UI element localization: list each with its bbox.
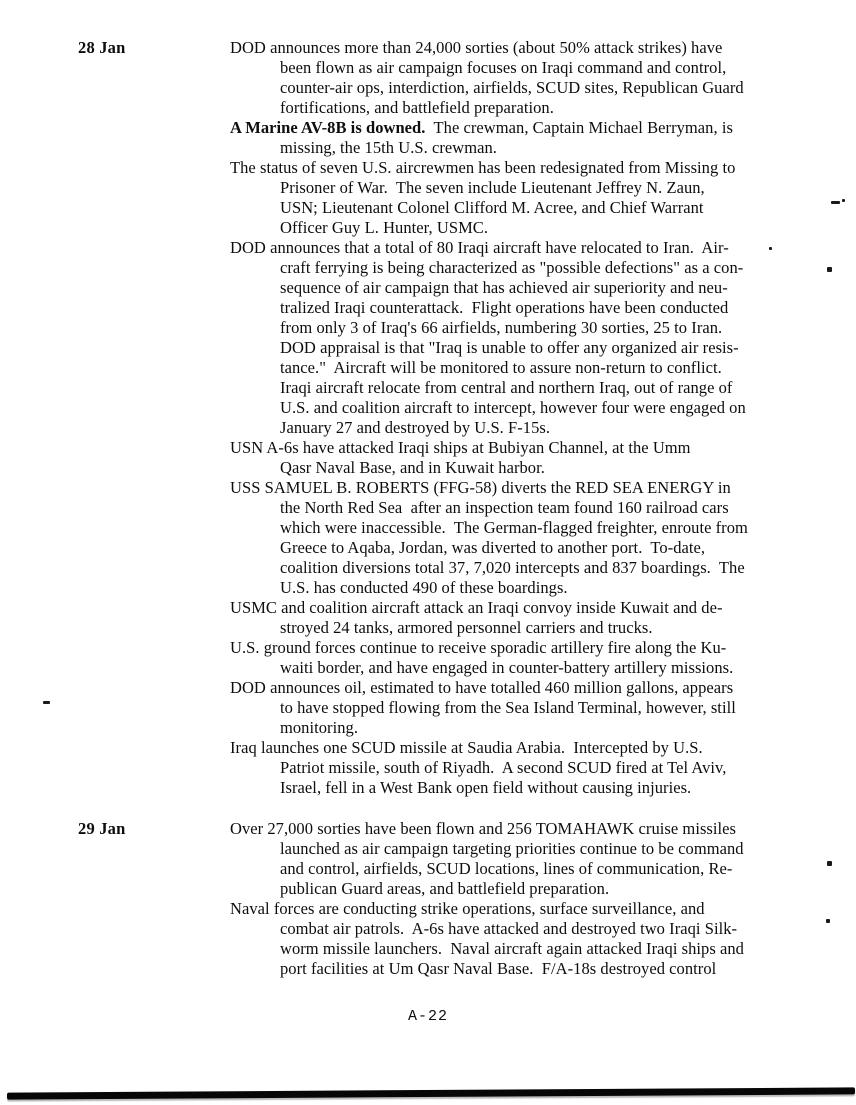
entry-body xyxy=(230,819,810,979)
scan-speck xyxy=(827,267,832,272)
text-line: and control, airfields, SCUD locations, lines of communication, Re- xyxy=(280,859,733,878)
entry-date: 29 Jan xyxy=(78,819,126,838)
text-line: Israel, fell in a West Bank open field without causing injuries. xyxy=(280,778,692,797)
paragraph xyxy=(230,598,810,638)
text-line: counter-air ops, interdiction, airfields, SCUD sites, Republican Guard xyxy=(280,78,744,97)
paragraph xyxy=(230,819,810,899)
text-line: combat air patrols. A-6s have attacked and destroyed two Iraqi Silk- xyxy=(280,919,738,938)
text-line: USN; Lieutenant Colonel Clifford M. Acree, and Chief Warrant xyxy=(280,198,704,217)
scan-edge-bar xyxy=(7,1087,855,1099)
text-line: USS SAMUEL B. ROBERTS (FFG-58) diverts the RED SEA ENERGY in xyxy=(230,478,731,497)
text-line: to have stopped flowing from the Sea Island Terminal, however, still xyxy=(280,698,736,717)
text-line: U.S. has conducted 490 of these boardings. xyxy=(280,578,568,597)
paragraph xyxy=(230,678,810,738)
text-line: tralized Iraqi counterattack. Flight operations have been conducted xyxy=(280,298,729,317)
text-line: U.S. ground forces continue to receive sporadic artillery fire along the Ku- xyxy=(230,638,727,657)
text-line: DOD announces more than 24,000 sorties (about 50% attack strikes) have xyxy=(230,38,723,57)
scan-speck xyxy=(831,201,840,204)
text-line: A Marine AV-8B is downed. The crewman, Captain Michael Berryman, is xyxy=(230,118,733,137)
paragraph xyxy=(230,38,810,118)
paragraph xyxy=(230,899,810,979)
text-line: publican Guard areas, and battlefield preparation. xyxy=(280,879,610,898)
text-line: Officer Guy L. Hunter, USMC. xyxy=(280,218,489,237)
paragraph xyxy=(230,638,810,678)
paragraph xyxy=(230,238,810,438)
text-line: Qasr Naval Base, and in Kuwait harbor. xyxy=(280,458,545,477)
text-line: launched as air campaign targeting priorities continue to be command xyxy=(280,839,744,858)
text-line: January 27 and destroyed by U.S. F-15s. xyxy=(280,418,551,437)
chronology-entry xyxy=(0,819,856,979)
text-line: Over 27,000 sorties have been flown and 256 TOMAHAWK cruise missiles xyxy=(230,819,737,838)
paragraph xyxy=(230,438,810,478)
text-line: Iraqi aircraft relocate from central and northern Iraq, out of range of xyxy=(280,378,733,397)
text-line: tance." Aircraft will be monitored to assure non-return to conflict. xyxy=(280,358,722,377)
paragraph xyxy=(230,738,810,798)
chronology-entries xyxy=(0,38,856,979)
text-line: sequence of air campaign that has achieved air superiority and neu- xyxy=(280,278,728,297)
text-line: from only 3 of Iraq's 66 airfields, numbering 30 sorties, 25 to Iran. xyxy=(280,318,723,337)
paragraph xyxy=(230,478,810,598)
text-line: DOD appraisal is that "Iraq is unable to offer any organized air resis- xyxy=(280,338,739,357)
text-line: Patriot missile, south of Riyadh. A second SCUD fired at Tel Aviv, xyxy=(280,758,727,777)
entry-date: 28 Jan xyxy=(78,38,126,57)
paragraph xyxy=(230,158,810,238)
text-line: Iraq launches one SCUD missile at Saudia Arabia. Intercepted by U.S. xyxy=(230,738,703,757)
entry-body xyxy=(230,38,810,798)
text-line: Naval forces are conducting strike operations, surface surveillance, and xyxy=(230,899,705,918)
text-line: stroyed 24 tanks, armored personnel carriers and trucks. xyxy=(280,618,653,637)
text-line: Greece to Aqaba, Jordan, was diverted to another port. To-date, xyxy=(280,538,706,557)
text-line: fortifications, and battlefield preparation. xyxy=(280,98,554,117)
scan-speck xyxy=(842,199,845,202)
chronology-entry xyxy=(0,38,856,798)
text-line: which were inaccessible. The German-flagged freighter, enroute from xyxy=(280,518,748,537)
text-line: monitoring. xyxy=(280,718,359,737)
text-line: USMC and coalition aircraft attack an Iraqi convoy inside Kuwait and de- xyxy=(230,598,723,617)
scan-speck xyxy=(43,701,50,704)
text-line: Prisoner of War. The seven include Lieutenant Jeffrey N. Zaun, xyxy=(280,178,705,197)
text-line: USN A-6s have attacked Iraqi ships at Bubiyan Channel, at the Umm xyxy=(230,438,691,457)
page-number: A-22 xyxy=(407,1008,448,1025)
paragraph xyxy=(230,118,810,158)
scan-speck xyxy=(826,919,830,923)
scan-speck xyxy=(769,247,772,250)
scan-speck xyxy=(827,861,832,866)
text-line: U.S. and coalition aircraft to intercept, however four were engaged on xyxy=(280,398,746,417)
text-line: The status of seven U.S. aircrewmen has been redesignated from Missing to xyxy=(230,158,736,177)
text-line: worm missile launchers. Naval aircraft again attacked Iraqi ships and xyxy=(280,939,744,958)
text-line: DOD announces that a total of 80 Iraqi aircraft have relocated to Iran. Air- xyxy=(230,238,729,257)
text-line: the North Red Sea after an inspection team found 160 railroad cars xyxy=(280,498,729,517)
text-line: DOD announces oil, estimated to have totalled 460 million gallons, appears xyxy=(230,678,734,697)
text-line: been flown as air campaign focuses on Iraqi command and control, xyxy=(280,58,727,77)
text-line: waiti border, and have engaged in counter-battery artillery missions. xyxy=(280,658,734,677)
text-line: craft ferrying is being characterized as "possible defections" as a con- xyxy=(280,258,744,277)
text-line: missing, the 15th U.S. crewman. xyxy=(280,138,497,157)
text-line: coalition diversions total 37, 7,020 intercepts and 837 boardings. The xyxy=(280,558,745,577)
text-line: port facilities at Um Qasr Naval Base. F/A-18s destroyed control xyxy=(280,959,717,978)
